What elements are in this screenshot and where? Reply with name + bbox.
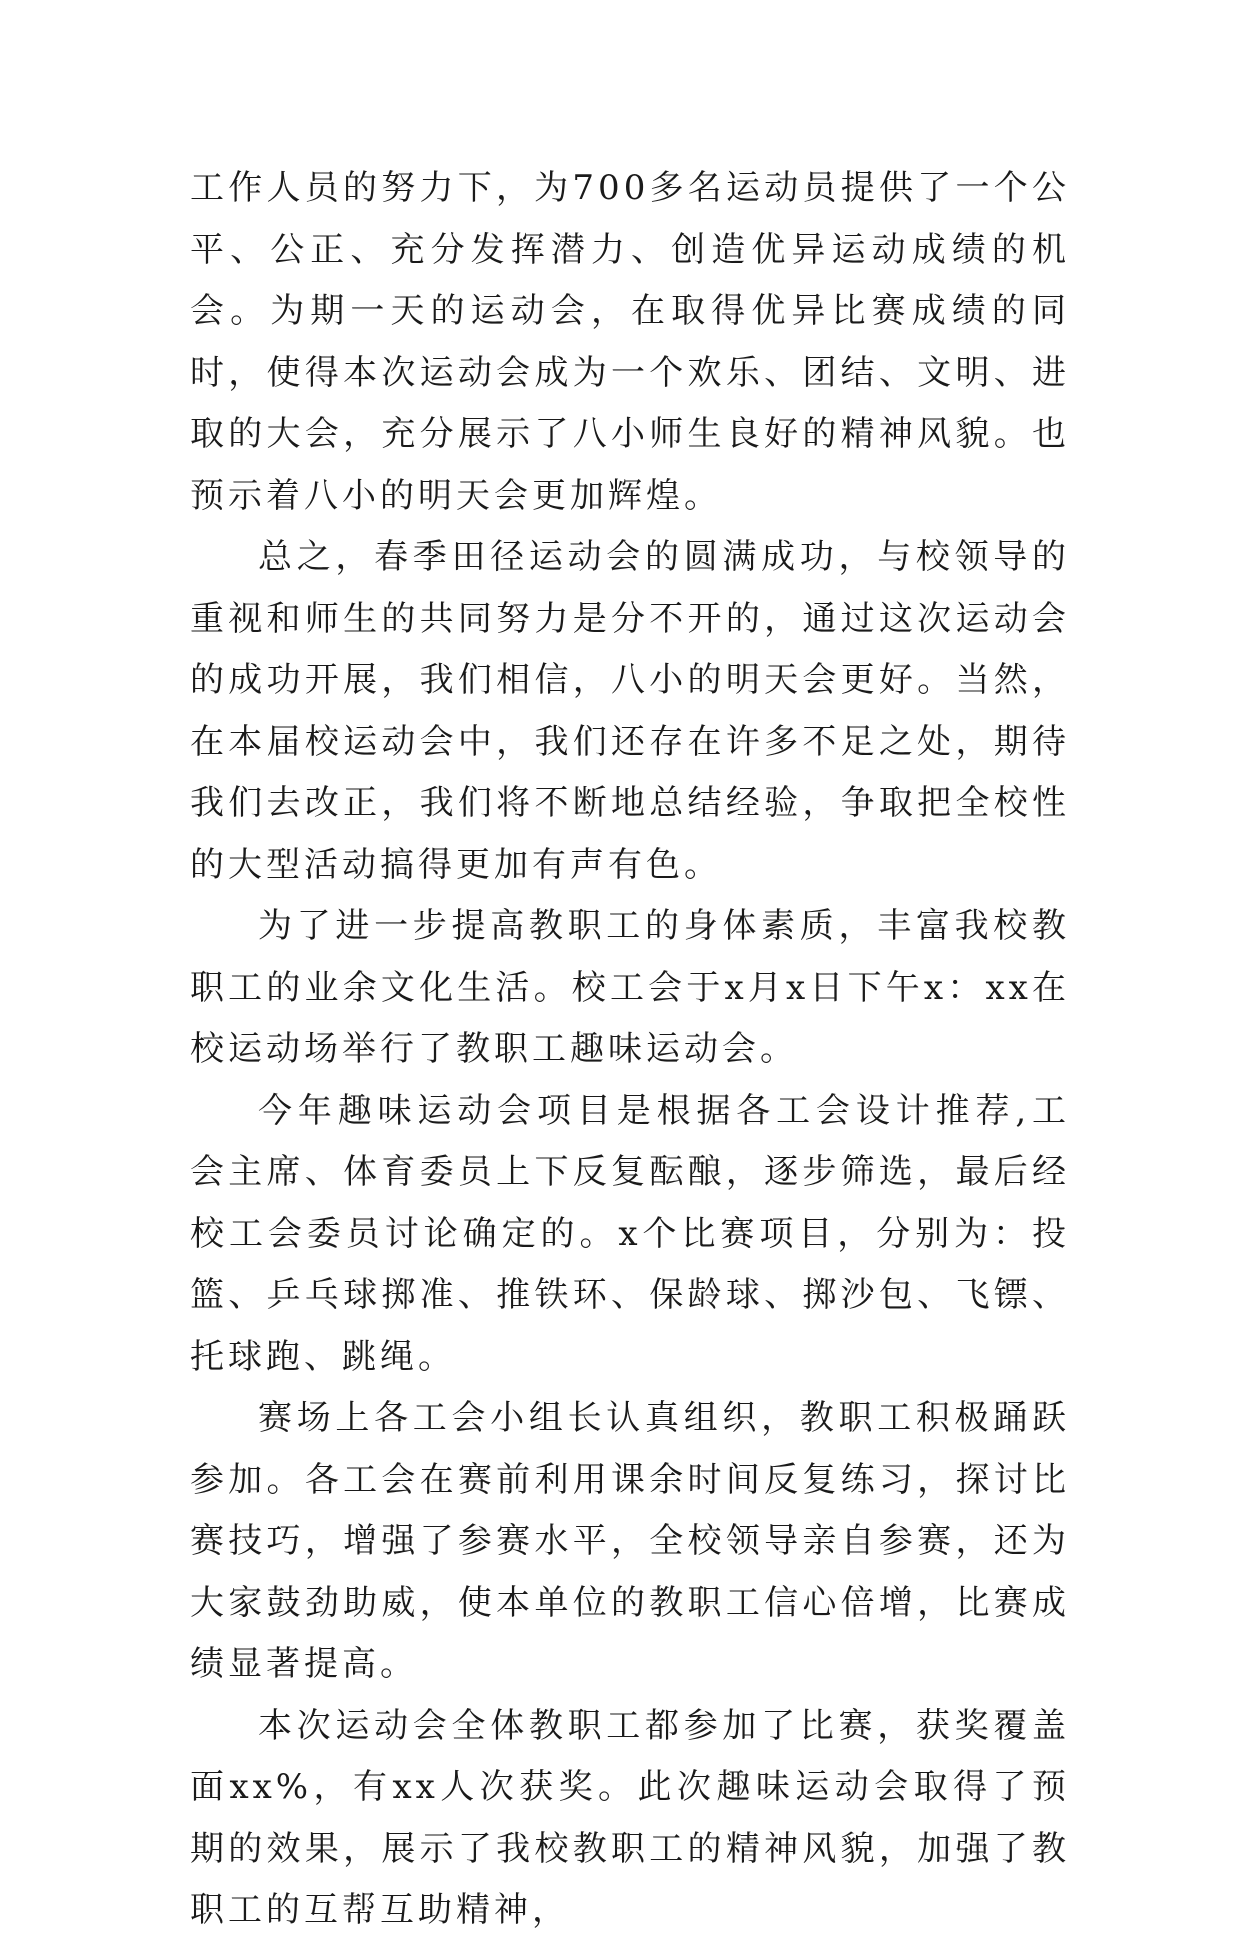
paragraph-continuation: 工作人员的努力下，为700多名运动员提供了一个公平、公正、充分发挥潜力、创造优异运动成绩的机会。为期一天的运动会，在取得优异比赛成绩的同时，使得本次运动会成为一个欢乐、团结、文明、进取的大会，充分展示了八小师生良好的精神风貌。也预示着八小的明天会更加辉煌。	[190, 168, 1070, 516]
paragraph-summary: 总之，春季田径运动会的圆满成功，与校领导的重视和师生的共同努力是分不开的，通过这次运动会的成功开展，我们相信，八小的明天会更好。当然，在本届校运动会中，我们还存在许多不足之处，期待我们去改正，我们将不断地总结经验，争取把全校性的大型活动搞得更加有声有色。	[190, 537, 1070, 885]
document-body	[190, 158, 1070, 1942]
paragraph-event-items: 今年趣味运动会项目是根据各工会设计推荐,工会主席、体育委员上下反复酝酿，逐步筛选，最后经校工会委员讨论确定的。x个比赛项目，分别为：投篮、乒乓球掷准、推铁环、保龄球、掷沙包、飞镖、托球跑、跳绳。	[190, 1090, 1070, 1377]
paragraph-results: 本次运动会全体教职工都参加了比赛，获奖覆盖面xx%，有xx人次获奖。此次趣味运动会取得了预期的效果，展示了我校教职工的精神风貌，加强了教职工的互帮互助精神，	[190, 1705, 1070, 1930]
paragraph-staff-games-intro: 为了进一步提高教职工的身体素质，丰富我校教职工的业余文化生活。校工会于x月x日下午x：xx在校运动场举行了教职工趣味运动会。	[190, 906, 1070, 1069]
paragraph-participation: 赛场上各工会小组长认真组织，教职工积极踊跃参加。各工会在赛前利用课余时间反复练习，探讨比赛技巧，增强了参赛水平，全校领导亲自参赛，还为大家鼓劲助威，使本单位的教职工信心倍增，比赛成绩显著提高。	[190, 1398, 1070, 1684]
